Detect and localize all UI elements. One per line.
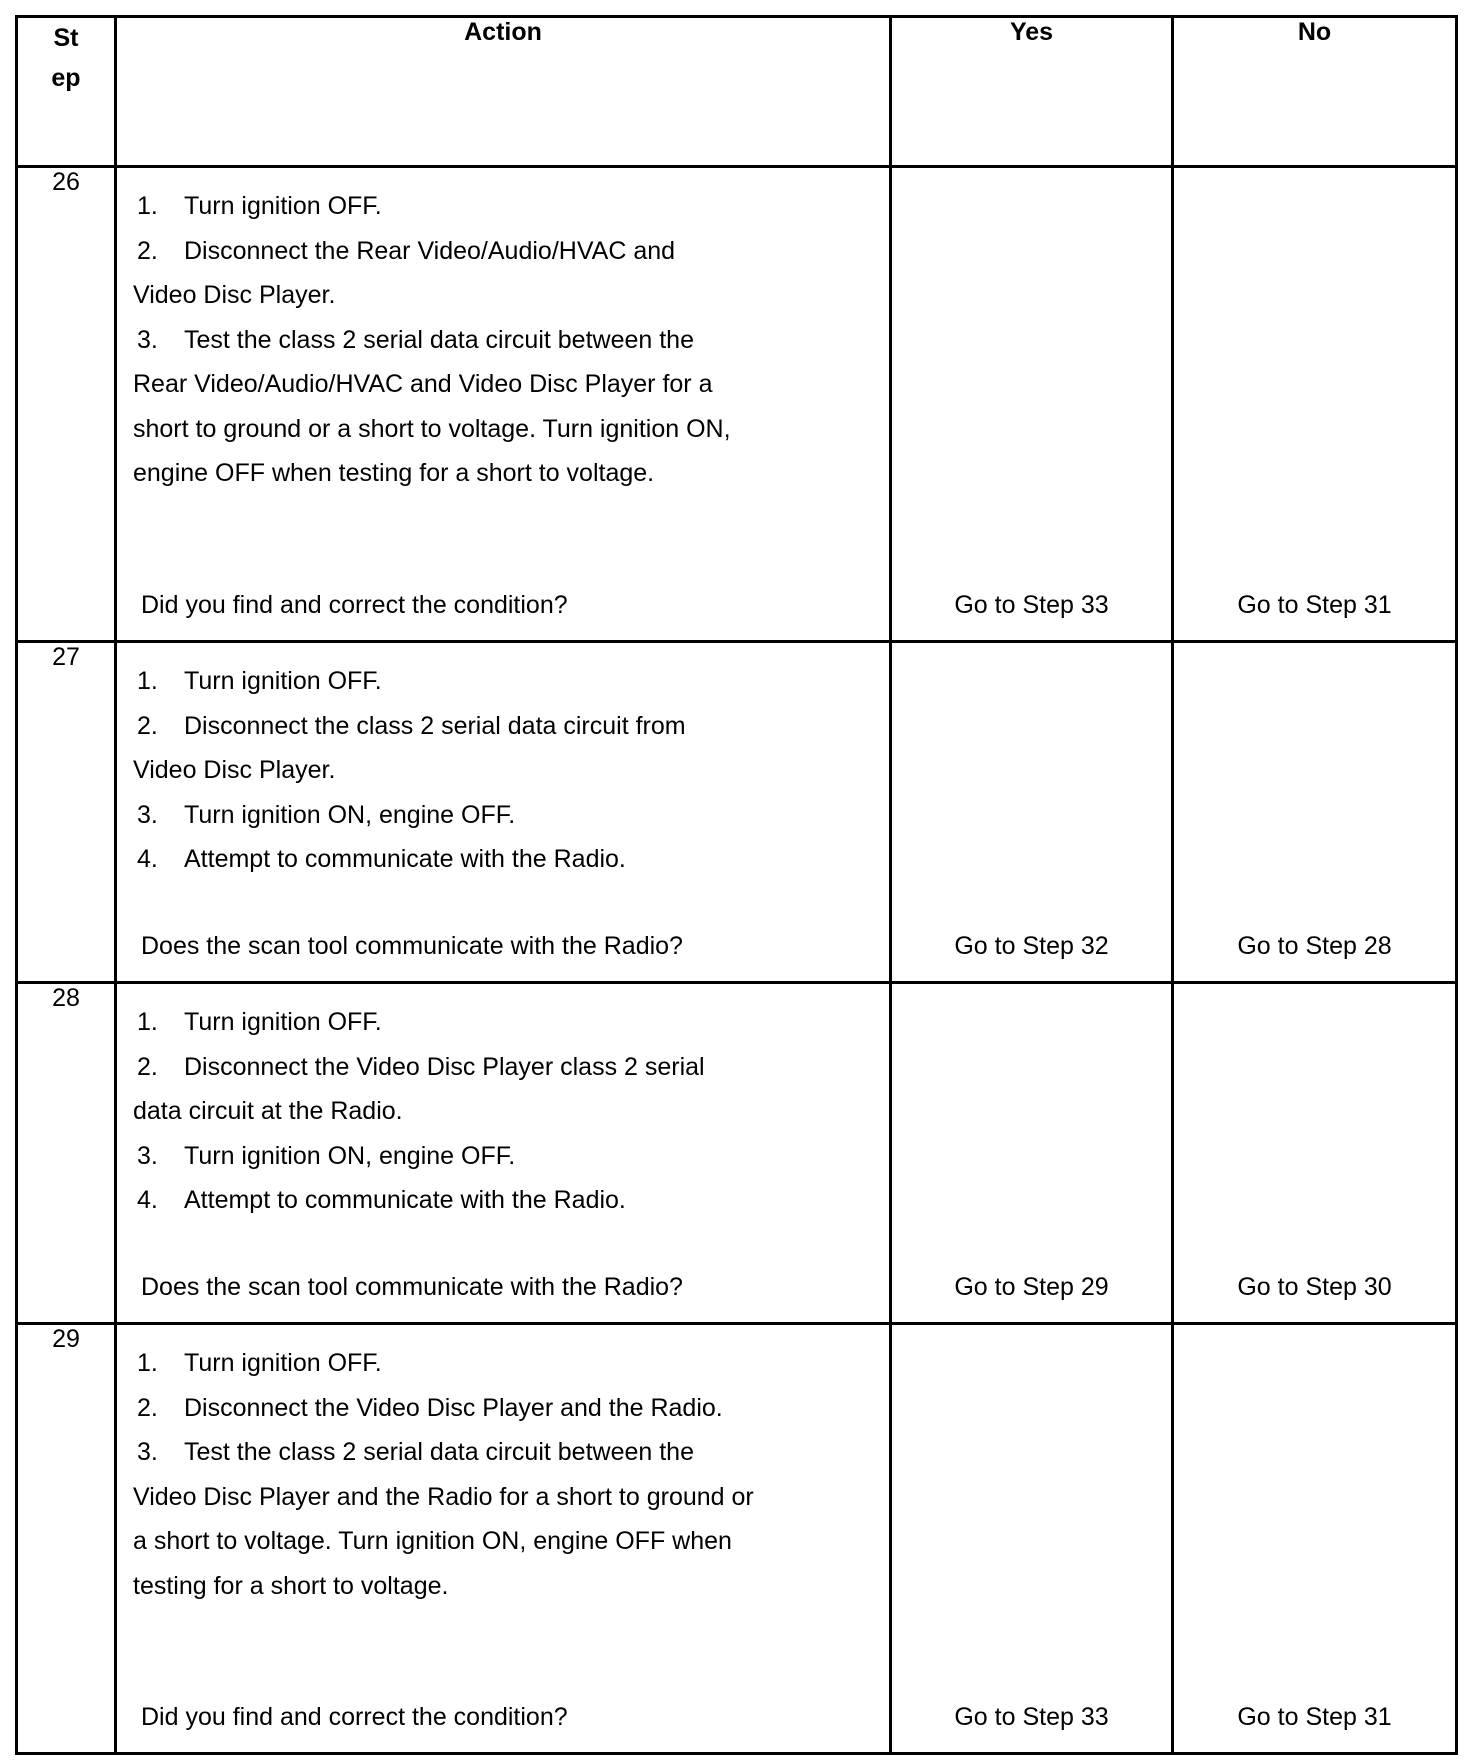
step-marker: 3.	[137, 1141, 158, 1170]
header-no: No	[1173, 17, 1457, 167]
action-line	[133, 837, 869, 882]
action-steps	[133, 184, 869, 496]
yes-result: Go to Step 33	[954, 591, 1109, 619]
header-action: Action	[116, 17, 891, 167]
action-line	[133, 1430, 869, 1475]
step-text: Video Disc Player.	[133, 756, 336, 784]
yes-result: Go to Step 33	[954, 1703, 1109, 1731]
header-yes: Yes	[891, 17, 1173, 167]
step-text: Turn ignition OFF.	[184, 192, 382, 220]
step-marker: 4.	[137, 845, 158, 873]
step-text: Turn ignition OFF.	[184, 1349, 382, 1377]
step-marker: 2.	[137, 1052, 158, 1081]
step-text: Attempt to communicate with the Radio.	[184, 1186, 626, 1214]
no-cell	[1173, 983, 1457, 1324]
yes-cell	[891, 642, 1173, 983]
action-line	[133, 1045, 869, 1090]
action-line	[133, 659, 869, 704]
step-marker: 1.	[137, 667, 158, 695]
action-line	[133, 1475, 869, 1520]
step-text: data circuit at the Radio.	[133, 1097, 403, 1125]
step-text: a short to voltage. Turn ignition ON, engine OFF when	[133, 1527, 732, 1555]
yes-cell	[891, 167, 1173, 642]
yes-cell	[891, 983, 1173, 1324]
step-marker: 3.	[137, 1438, 158, 1466]
action-line	[133, 273, 869, 318]
no-result: Go to Step 31	[1237, 591, 1392, 619]
step-number: 27	[17, 642, 116, 983]
step-text: Attempt to communicate with the Radio.	[184, 845, 626, 873]
step-marker: 3.	[137, 800, 158, 829]
yes-cell	[891, 1324, 1173, 1754]
no-result: Go to Step 30	[1237, 1273, 1392, 1301]
action-steps	[133, 659, 869, 882]
step-text: Turn ignition OFF.	[184, 1008, 382, 1036]
header-row	[17, 17, 1457, 167]
step-marker: 4.	[137, 1186, 158, 1214]
action-cell	[116, 983, 891, 1324]
action-line	[133, 1519, 869, 1564]
action-line	[133, 1178, 869, 1223]
action-line	[133, 1089, 869, 1134]
step-text: Turn ignition ON, engine OFF.	[184, 800, 516, 829]
action-line	[133, 362, 869, 407]
table-row	[17, 983, 1457, 1324]
step-text: testing for a short to voltage.	[133, 1571, 449, 1600]
table-row	[17, 167, 1457, 642]
step-number: 29	[17, 1324, 116, 1754]
action-cell	[116, 642, 891, 983]
step-marker: 2.	[137, 1393, 158, 1422]
step-marker: 1.	[137, 1349, 158, 1377]
step-text: Video Disc Player.	[133, 281, 336, 309]
header-step-line2: ep	[51, 64, 81, 92]
step-text: Disconnect the Video Disc Player and the Radio.	[184, 1393, 723, 1422]
action-cell	[116, 167, 891, 642]
step-text: Turn ignition ON, engine OFF.	[184, 1141, 516, 1170]
action-line	[133, 1000, 869, 1045]
action-line	[133, 793, 869, 838]
action-line	[133, 1341, 869, 1386]
action-line	[133, 184, 869, 229]
action-line	[133, 704, 869, 749]
action-question: Did you find and correct the condition?	[141, 591, 568, 619]
step-text: Rear Video/Audio/HVAC and Video Disc Player for a	[133, 370, 713, 398]
no-cell	[1173, 1324, 1457, 1754]
no-result: Go to Step 28	[1237, 932, 1392, 960]
action-line	[133, 318, 869, 363]
table-row	[17, 1324, 1457, 1754]
yes-result: Go to Step 29	[954, 1273, 1109, 1301]
step-text: Disconnect the Video Disc Player class 2 serial	[184, 1052, 705, 1081]
header-step	[17, 17, 116, 167]
yes-result: Go to Step 32	[954, 932, 1109, 960]
step-marker: 1.	[137, 1008, 158, 1036]
diagnostic-table	[15, 15, 1458, 1755]
action-line	[133, 1386, 869, 1431]
step-text: Disconnect the Rear Video/Audio/HVAC and	[184, 236, 676, 265]
action-steps	[133, 1341, 869, 1608]
header-step-line1: St	[53, 24, 79, 52]
step-marker: 3.	[137, 325, 158, 354]
step-text: Test the class 2 serial data circuit between the	[184, 325, 694, 354]
step-text: short to ground or a short to voltage. Turn ignition ON,	[133, 414, 731, 443]
action-line	[133, 1564, 869, 1609]
action-line	[133, 407, 869, 452]
step-text: Video Disc Player and the Radio for a short to ground or	[133, 1482, 754, 1511]
step-text: Test the class 2 serial data circuit between the	[184, 1438, 694, 1466]
no-result: Go to Step 31	[1237, 1703, 1392, 1731]
action-question: Does the scan tool communicate with the Radio?	[141, 1273, 683, 1301]
step-number: 28	[17, 983, 116, 1324]
action-line	[133, 451, 869, 496]
no-cell	[1173, 167, 1457, 642]
step-text: Disconnect the class 2 serial data circuit from	[184, 711, 686, 740]
step-marker: 1.	[137, 192, 158, 220]
step-text: engine OFF when testing for a short to voltage.	[133, 459, 655, 487]
action-line	[133, 1134, 869, 1179]
step-marker: 2.	[137, 236, 158, 265]
action-cell	[116, 1324, 891, 1754]
action-steps	[133, 1000, 869, 1223]
step-text: Turn ignition OFF.	[184, 667, 382, 695]
table-row	[17, 642, 1457, 983]
action-line	[133, 748, 869, 793]
action-question: Did you find and correct the condition?	[141, 1703, 568, 1731]
action-question: Does the scan tool communicate with the Radio?	[141, 932, 683, 960]
no-cell	[1173, 642, 1457, 983]
action-line	[133, 229, 869, 274]
step-number: 26	[17, 167, 116, 642]
step-marker: 2.	[137, 711, 158, 740]
